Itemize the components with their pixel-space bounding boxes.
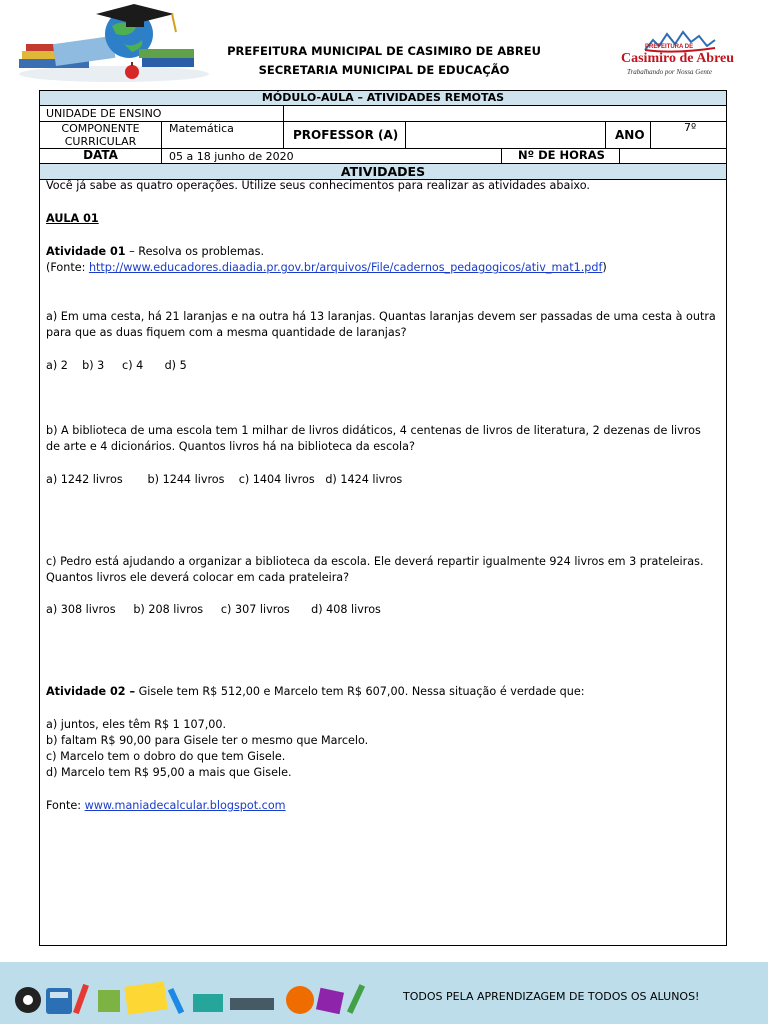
horas-label: Nº DE HORAS [502, 149, 620, 163]
logo-slogan: Trabalhando por Nossa Gente [627, 68, 712, 76]
logo-prefeitura-small: PREFEITURA DE [645, 44, 694, 50]
school-supplies-icon [8, 978, 378, 1018]
atividade-02-text: Gisele tem R$ 512,00 e Marcelo tem R$ 607,00. Nessa situação é verdade que: [135, 685, 585, 698]
aula-heading: AULA 01 [46, 212, 99, 225]
horas-field[interactable] [620, 149, 726, 163]
fonte2-line [46, 798, 286, 814]
fonte-link[interactable]: http://www.educadores.diaadia.pr.gov.br/arquivos/File/cadernos_pedagogicos/ativ_mat1.pdf [88, 261, 603, 274]
atividade-02-option-a: a) juntos, eles têm R$ 1 107,00. [46, 718, 227, 731]
question-b-line1: b) A biblioteca de uma escola tem 1 milhar de livros didáticos, 4 centenas de livros de literatura, 2 dezenas de livros [46, 424, 701, 437]
question-a-line1: a) Em uma cesta, há 21 laranjas e na outra há 13 laranjas. Quantas laranjas devem ser passadas de uma cesta à outra [46, 310, 716, 323]
fonte-line [46, 260, 607, 276]
atividades-title: ATIVIDADES [340, 164, 426, 179]
question-c-line2: Quantos livros ele deverá colocar em cada prateleira? [46, 571, 350, 584]
secretaria-title: SECRETARIA MUNICIPAL DE EDUCAÇÃO [258, 63, 510, 77]
module-title: MÓDULO-AULA – ATIVIDADES REMOTAS [261, 91, 505, 104]
question-b-options: a) 1242 livros b) 1244 livros c) 1404 livros d) 1424 livros [46, 473, 403, 486]
question-a-options: a) 2 b) 3 c) 4 d) 5 [46, 359, 187, 372]
footer-slogan: TODOS PELA APRENDIZAGEM DE TODOS OS ALUNOS! [403, 990, 700, 1003]
atividade-02-option-c: c) Marcelo tem o dobro do que tem Gisele. [46, 750, 286, 763]
professor-field[interactable] [406, 122, 606, 148]
unidade-row [40, 106, 726, 122]
fonte-prefix: (Fonte: [46, 261, 89, 274]
atividade-01-label: Atividade 01 [46, 245, 126, 258]
data-label: DATA [40, 149, 162, 163]
ano-label: ANO [606, 122, 651, 148]
activity-sheet [39, 90, 727, 946]
fonte2-prefix: Fonte: [46, 799, 85, 812]
module-title-row [40, 91, 726, 106]
componente-label-line1: COMPONENTE [61, 122, 140, 135]
componente-label-line2: CURRICULAR [64, 134, 137, 148]
professor-label: PROFESSOR (A) [284, 122, 406, 148]
data-value[interactable]: 05 a 18 junho de 2020 [162, 149, 502, 163]
question-a-line2: para que as duas fiquem com a mesma quantidade de laranjas? [46, 326, 407, 339]
unidade-field[interactable] [284, 106, 726, 121]
atividade-01-text: – Resolva os problemas. [125, 245, 265, 258]
componente-value[interactable]: Matemática [162, 122, 284, 148]
fonte-suffix: ) [602, 261, 607, 274]
question-b-line2: de arte e 4 dicionários. Quantos livros há na biblioteca da escola? [46, 440, 415, 453]
question-c-line1: c) Pedro está ajudando a organizar a biblioteca da escola. Ele deverá repartir igualmente 924 livros em 3 prateleiras. [46, 555, 704, 568]
municipality-logo [615, 28, 735, 83]
prefeitura-title: PREFEITURA MUNICIPAL DE CASIMIRO DE ABREU [227, 44, 541, 58]
ano-value[interactable]: 7º [684, 121, 697, 134]
atividade-01-heading [46, 244, 264, 260]
intro-text: Você já sabe as quatro operações. Utilize seus conhecimentos para realizar as atividades abaixo. [46, 179, 590, 192]
logo-brand: Casimiro de Abreu [621, 51, 735, 66]
data-row [40, 149, 726, 164]
fonte2-link[interactable]: www.maniadecalcular.blogspot.com [84, 799, 286, 812]
unidade-label: UNIDADE DE ENSINO [40, 106, 284, 121]
atividade-02-heading [46, 684, 585, 700]
atividade-02-label: Atividade 02 – [46, 685, 136, 698]
header-title [200, 42, 568, 80]
atividade-02-option-d: d) Marcelo tem R$ 95,00 a mais que Gisele. [46, 766, 292, 779]
componente-label [40, 122, 162, 148]
question-c-options: a) 308 livros b) 208 livros c) 307 livros d) 408 livros [46, 603, 381, 616]
atividade-02-option-b: b) faltam R$ 90,00 para Gisele ter o mesmo que Marcelo. [46, 734, 369, 747]
componente-row [40, 122, 726, 149]
school-logo-image [14, 4, 214, 84]
